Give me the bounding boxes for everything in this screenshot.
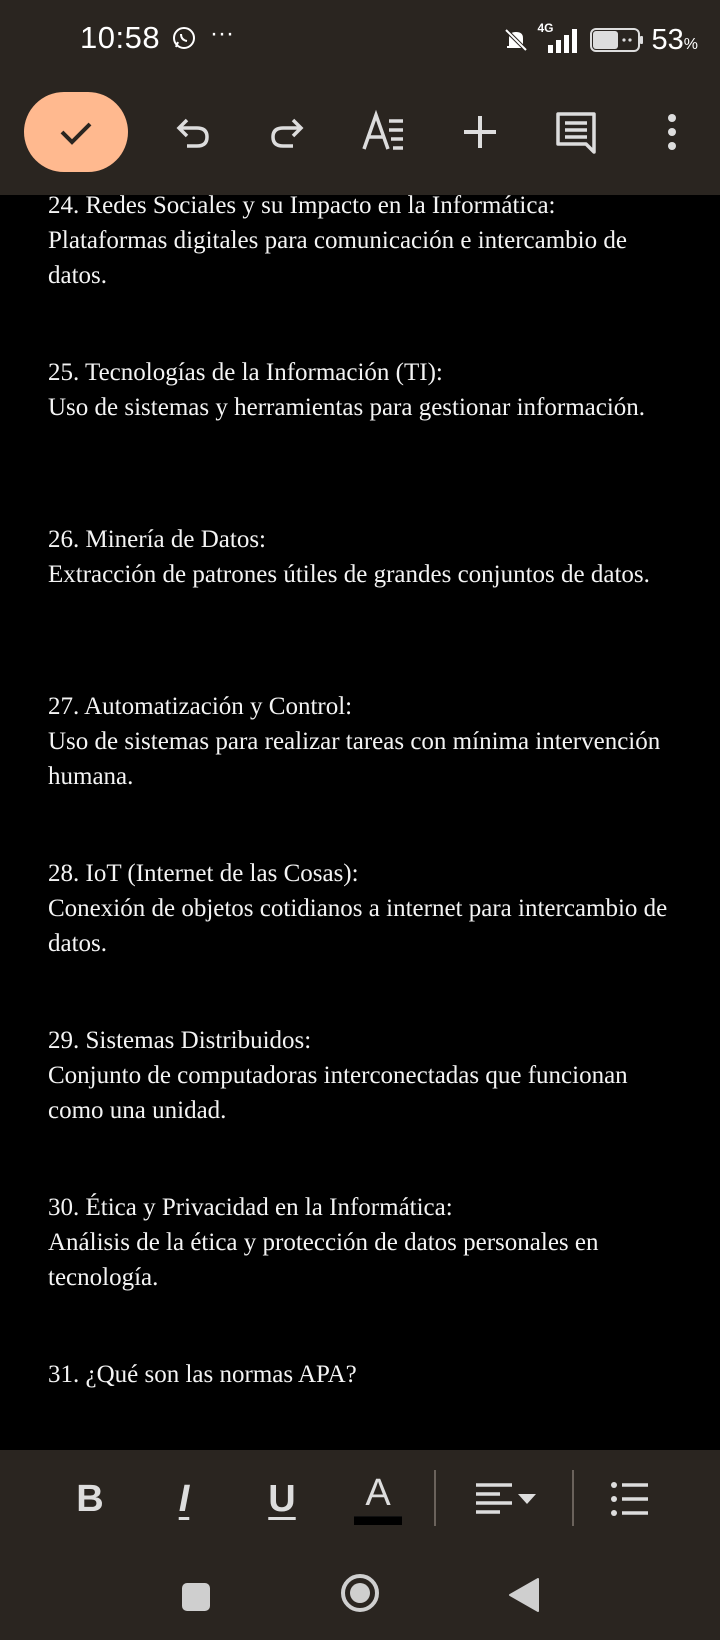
document-body[interactable] [0, 195, 720, 1450]
home-circle-icon [340, 1573, 380, 1613]
divider [434, 1470, 436, 1526]
list-item[interactable] [48, 1023, 688, 1128]
insert-icon [461, 113, 499, 151]
entry-title: 29. Sistemas Distribuidos: [48, 1027, 312, 1054]
undo-button[interactable] [168, 104, 218, 160]
list-item[interactable] [48, 355, 688, 425]
text-format-icon [361, 109, 407, 155]
bold-icon: B [76, 1477, 104, 1520]
signal-icon: 4G [538, 25, 582, 55]
battery-icon [590, 27, 644, 53]
entry-body: Uso de sistemas y herramientas para gestionar información. [48, 394, 646, 421]
list-item[interactable] [48, 1190, 688, 1295]
battery-percent: 53% [651, 23, 698, 56]
list-item[interactable] [48, 689, 688, 794]
formatting-toolbar [0, 1450, 720, 1547]
back-triangle-icon [508, 1577, 540, 1613]
entry-title: 27. Automatización y Control: [48, 693, 353, 720]
done-button[interactable] [24, 92, 128, 172]
text-color-button[interactable] [352, 1472, 404, 1526]
square-icon [181, 1582, 211, 1612]
more-vert-icon [666, 112, 678, 152]
italic-button[interactable] [162, 1472, 206, 1526]
divider [572, 1470, 574, 1526]
entry-body: Uso de sistemas para realizar tareas con mínima intervención humana. [48, 728, 661, 790]
bulleted-list-icon [610, 1481, 650, 1517]
entry-title: 26. Minería de Datos: [48, 526, 267, 553]
underline-button[interactable] [258, 1472, 306, 1526]
align-button[interactable] [470, 1472, 540, 1526]
list-item[interactable] [48, 856, 688, 961]
entry-body: Plataformas digitales para comunicación e intercambio de datos. [48, 227, 627, 289]
insert-button[interactable] [455, 104, 505, 160]
comment-icon [554, 110, 598, 154]
bell-muted-icon [502, 26, 530, 54]
editor-toolbar [0, 82, 720, 195]
list-item[interactable] [48, 195, 688, 293]
redo-icon [267, 112, 307, 152]
home-button[interactable] [338, 1571, 382, 1615]
entry-body: Extracción de patrones útiles de grandes conjuntos de datos. [48, 561, 650, 588]
undo-icon [173, 112, 213, 152]
more-options-button[interactable] [652, 104, 692, 160]
underline-icon: U [268, 1477, 296, 1520]
text-color-icon: A [365, 1471, 391, 1514]
text-format-button[interactable] [356, 102, 412, 162]
entry-title: 31. ¿Qué son las normas APA? [48, 1361, 357, 1388]
status-time: 10:58 [80, 20, 161, 55]
entry-body: Conjunto de computadoras interconectadas que funcionan como una unidad. [48, 1062, 628, 1124]
entry-title: 24. Redes Sociales y su Impacto en la Informática: [48, 195, 556, 219]
align-left-icon [474, 1481, 514, 1517]
recents-button[interactable] [176, 1577, 216, 1617]
bulleted-list-button[interactable] [606, 1472, 654, 1526]
redo-button[interactable] [262, 104, 312, 160]
chevron-down-icon [518, 1494, 536, 1504]
system-nav-bar [0, 1547, 720, 1640]
italic-icon: I [178, 1477, 190, 1520]
comment-button[interactable] [548, 102, 604, 162]
entry-body: Conexión de objetos cotidianos a internet para intercambio de datos. [48, 895, 668, 957]
whatsapp-icon [172, 26, 196, 50]
text-color-swatch [354, 1516, 402, 1525]
entry-body: Análisis de la ética y protección de datos personales en tecnología. [48, 1229, 599, 1291]
list-item[interactable] [48, 522, 688, 592]
back-button[interactable] [504, 1575, 544, 1615]
bold-button[interactable] [68, 1472, 112, 1526]
status-bar [0, 0, 720, 82]
entry-title: 25. Tecnologías de la Información (TI): [48, 359, 443, 386]
check-icon [56, 112, 96, 152]
list-item[interactable] [48, 1357, 688, 1392]
entry-title: 28. IoT (Internet de las Cosas): [48, 860, 359, 887]
more-notifications-icon: ··· [210, 20, 234, 47]
entry-title: 30. Ética y Privacidad en la Informática: [48, 1194, 453, 1221]
